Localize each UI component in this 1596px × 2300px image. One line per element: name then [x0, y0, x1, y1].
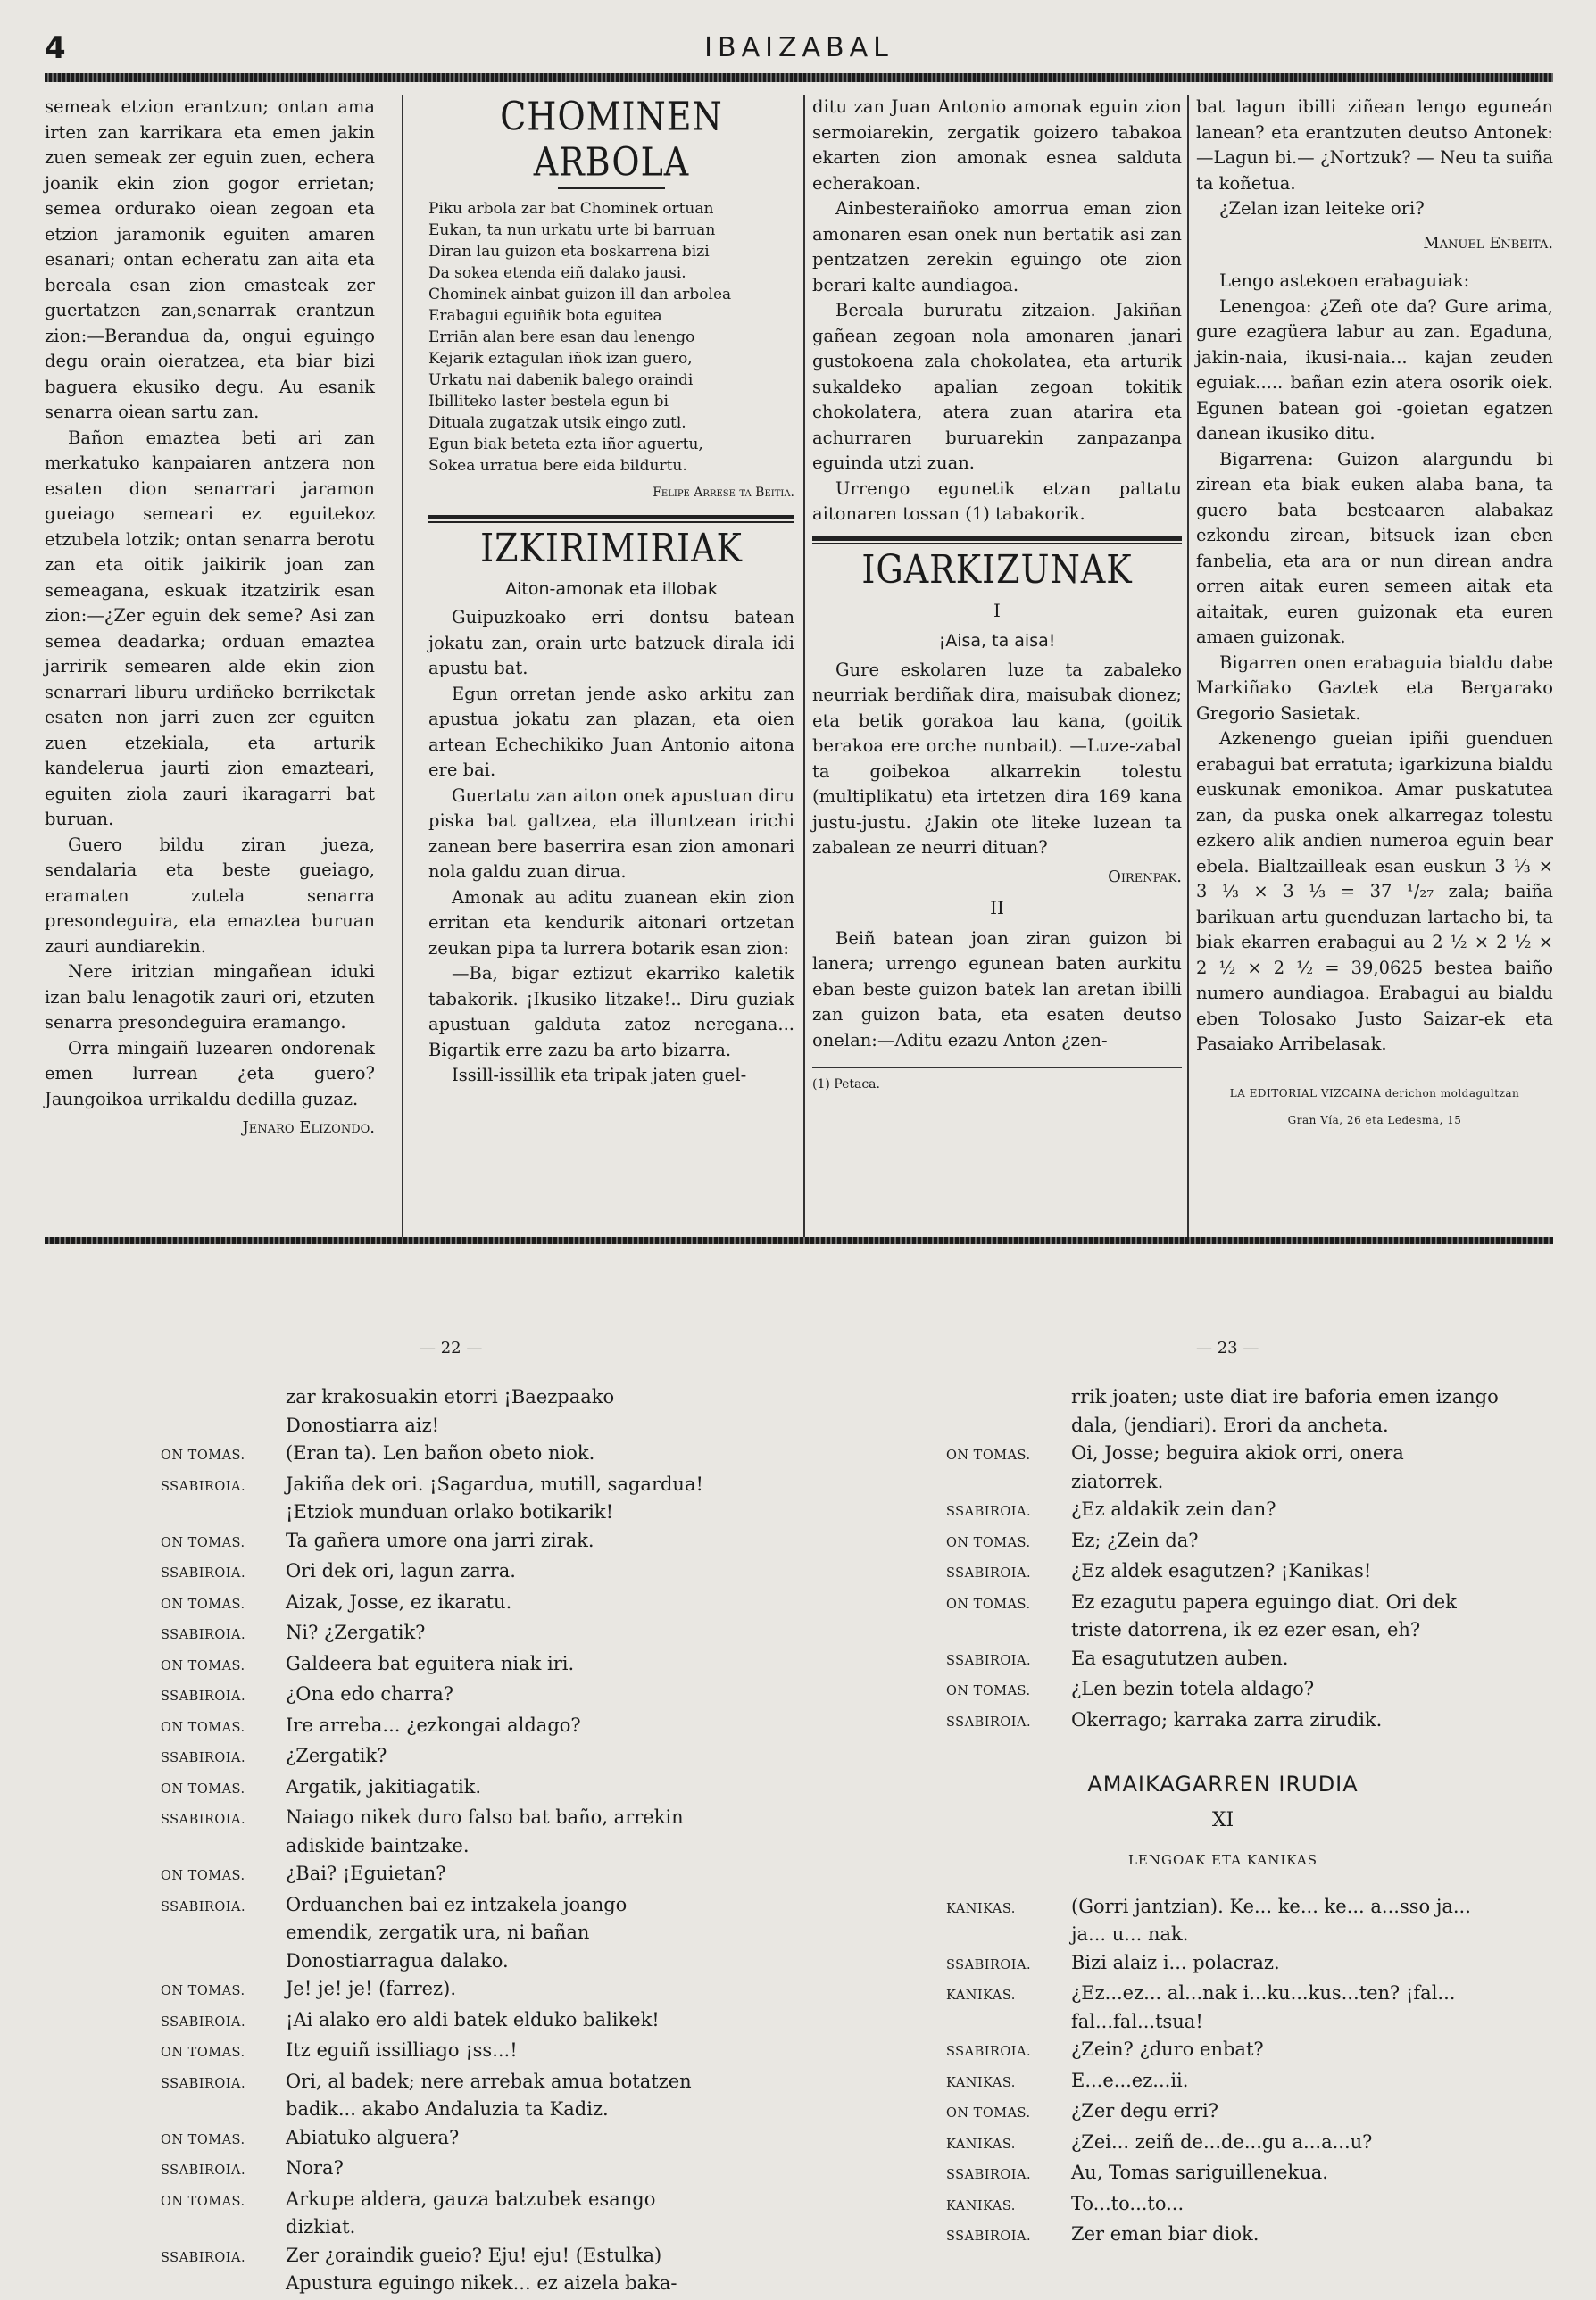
dialogue-text: ¿Ez aldakik zein dan? [1071, 1499, 1276, 1520]
dialogue-line [161, 1527, 714, 1558]
column-1 [45, 95, 375, 1142]
article-title: CHOMINEN ARBOLA [500, 94, 723, 185]
dialogue-text: Ire arreba... ¿ezkongai aldago? [286, 1714, 581, 1736]
paragraph: bat lagun ibilli ziñean lengo eguneán lanean? eta erantzuten deutso Antonek:—Lagun bi.— ¿Nortzuk? — Neu ta suiña ta koñetua. [1196, 96, 1553, 194]
dialogue-line [161, 1557, 714, 1589]
poem [428, 198, 794, 477]
speaker: KANIKAS. [946, 2075, 1016, 2090]
dialogue-text: Argatik, jakitiagatik. [286, 1775, 482, 1798]
dialogue-line [161, 1589, 714, 1620]
speaker: SSABIROIA. [946, 1957, 1032, 1972]
speaker: SSABIROIA. [161, 1566, 246, 1581]
speaker: SSABIROIA. [946, 1715, 1032, 1730]
dialogue-line [161, 2124, 714, 2155]
speaker: SSABIROIA. [161, 1899, 246, 1914]
dialogue-line [946, 1589, 1500, 1645]
dialogue-line [161, 1681, 714, 1712]
poem-line: Erabagui eguiñik bota eguitea [428, 307, 662, 325]
section-title: IGARKIZUNAK [861, 546, 1133, 592]
speaker: SSABIROIA. [161, 2076, 246, 2091]
dialogue-line [946, 1557, 1500, 1589]
speaker: KANIKAS. [946, 2137, 1016, 2152]
dialogue-text: Abiatuko alguera? [286, 2126, 460, 2148]
speaker: ON TOMAS. [161, 1869, 245, 1883]
dialogue-text: ¿Len bezin totela aldago? [1071, 1678, 1315, 1699]
dialogue-line [161, 1383, 714, 1440]
scene-title: AMAIKAGARREN IRUDIA [1087, 1772, 1359, 1797]
dialogue-text: To...to...to... [1071, 2192, 1185, 2214]
dialogue-line [946, 1496, 1500, 1527]
dialogue-text: ¿Ona edo charra? [286, 1683, 454, 1705]
speaker: SSABIROIA. [946, 1653, 1032, 1668]
poem-line: Urkatu nai dabenik balego oraindi [428, 371, 694, 389]
section-rule [812, 536, 1182, 541]
footnote: (1) Petaca. [812, 1067, 1182, 1098]
dialogue-text: Je! je! je! (farrez). [286, 1978, 456, 1999]
riddle-signature: Oirenpak. [1108, 867, 1182, 886]
author-signature: Manuel Enbeita. [1423, 233, 1553, 253]
riddle-title: ¡Aisa, ta aisa! [938, 631, 1056, 651]
scene-characters: LENGOAK ETA KANIKAS [1127, 1852, 1318, 1868]
header-rule [45, 73, 1553, 82]
poem-line: Da sokea etenda eiñ dalako jausi. [428, 264, 686, 282]
dialogue-line [946, 1645, 1500, 1676]
paragraph: Azkenengo gueian ipiñi guenduen erabagui bat erratuta; igarkizuna bialdu euskunak emonikoa. Amar puskatutea zan, da puska onek alkarregaz tolestu ezkero alik andien numeroa eguin bear ebela. Bialtzailleak esan euskun 3 ⅓ × 3 ⅓ × 3 ⅓ = 37 ¹/₂₇ zala; baiña barikuan artu guenduzan lartacho bi, ta biak ekarren erabagui au 2 ½ × 2 ½ × 2 ½ × 2 ½ = 39,0625 bestea baiño numero aundiagoa. Erabagui au bialdu eben Tolosako Justo Saizar-ek eta Pasaiako Arribelasak. [1196, 728, 1553, 1054]
dialogue-text: ¿Zer degu erri? [1071, 2100, 1218, 2121]
section-rule [812, 543, 1182, 544]
column-divider [803, 95, 805, 1237]
dialogue-line [946, 1383, 1500, 1440]
dialogue-text: Nora? [286, 2157, 344, 2179]
poem-line: Erriān alan bere esan dau lenengo [428, 328, 695, 346]
dialogue-line [946, 2159, 1500, 2190]
speaker: ON TOMAS. [946, 1597, 1031, 1612]
dialogue-text: Ta gañera umore ona jarri zirak. [286, 1529, 594, 1551]
speaker: ON TOMAS. [946, 1684, 1031, 1698]
paragraph: Nere iritzian mingañean iduki izan balu lenagotik zauri ori, etzuten senarra presondeguira eramango. [45, 961, 375, 1033]
dialogue-line [161, 1804, 714, 1860]
dialogue-text: ¡Ai alako ero aldi batek elduko balikek! [286, 2008, 660, 2030]
dialogue-line [946, 1706, 1500, 1738]
speaker: SSABIROIA. [946, 2045, 1032, 2059]
poem-line: Egun biak beteta ezta iñor aguertu, [428, 436, 703, 453]
speaker: SSABIROIA. [946, 1505, 1032, 1519]
speaker: SSABIROIA. [946, 1566, 1032, 1581]
speaker: SSABIROIA. [161, 1690, 246, 1704]
speaker: ON TOMAS. [946, 1449, 1031, 1463]
speaker: ON TOMAS. [161, 1781, 245, 1797]
dialogue-text: Galdeera bat eguitera niak iri. [286, 1652, 575, 1674]
section-title: IZKIRIMIRIAK [480, 525, 743, 570]
dialogue-text: ¿Ez aldek esagutzen? ¡Kanikas! [1071, 1560, 1372, 1582]
dialogue-line [946, 1980, 1500, 2036]
page-number: 4 [45, 30, 66, 66]
poem-line: Sokea urratua bere eida bildurtu. [428, 457, 687, 475]
column-divider [402, 95, 403, 1237]
column-2 [428, 95, 794, 1089]
dialogue-text: Naiago nikek duro falso bat baño, arrekin adiskide baintzake. [286, 1806, 684, 1856]
speaker [946, 1383, 1071, 1440]
paragraph: Ainbesteraiñoko amorrua eman zion amonaren esan onek nun bertatik asi zan pentzatzen zerekin eguingo ote zion berari kalte aundiagoa. [812, 198, 1182, 295]
speaker: ON TOMAS. [161, 2194, 245, 2209]
printer-address: Gran Vía, 26 eta Ledesma, 15 [1287, 1114, 1462, 1126]
dialogue-text: ¿Zergatik? [286, 1745, 387, 1766]
scene-number: XI [1211, 1808, 1234, 1831]
dialogue-line [161, 1773, 714, 1805]
dialogue-text: ¿Zein? ¿duro enbat? [1071, 2038, 1264, 2060]
dialogue-text: (Gorri jantzian). Ke... ke... ke... a...sso ja... ja... u... nak. [1071, 1895, 1471, 1945]
dialogue-line [161, 2068, 714, 2124]
speaker: SSABIROIA. [161, 2250, 246, 2265]
paragraph: Bañon emaztea beti ari zan merkatuko kanpaiaren antzera non esaten dion senarrari jaramon gueiago semeari ez eguitekoz etzubela lotzik; ontan senarra berotu zan eta oitik jaikirik joan zan semeagana, eskuak itzatzirik esan zion:—¿Zer eguin dek seme? Asi zan semea deadarka; orduan emaztea jarririk semearen alde ekin zion senarrari liburu urdiñeko berriketak esaten non jarri zuen zer eguiten zuen etzekiala, eta arturik kandelerua jaurti zion emazteari, eguiten ziola zauri ikaragarri bat buruan. [45, 427, 375, 829]
dialogue-text: Bizi alaiz i... polacraz. [1071, 1951, 1280, 1973]
speaker: ON TOMAS. [946, 2106, 1031, 2121]
speaker: ON TOMAS. [161, 1658, 245, 1673]
paragraph: Urrengo egunetik etzan paltatu aitonaren tossan (1) tabakorik. [812, 477, 1182, 524]
title-underline [558, 187, 665, 189]
speaker: ON TOMAS. [161, 2046, 245, 2060]
dialogue-text: (Eran ta). Len bañon obeto niok. [286, 1442, 595, 1464]
column-divider [1187, 95, 1189, 1237]
speaker: KANIKAS. [946, 1901, 1016, 1916]
paragraph: Egun orretan jende asko arkitu zan apustua jokatu zan plazan, eta oien artean Echechikiko Juan Antonio aitona ere bai. [428, 683, 794, 780]
dialogue-text: Ea esagututzen auben. [1071, 1647, 1289, 1669]
speaker: ON TOMAS. [946, 1535, 1031, 1550]
dialogue-line [161, 1650, 714, 1681]
speaker [161, 1383, 286, 1440]
paragraph: Bereala bururatu zitzaion. Jakiñan gañean zegoan nola amonaren janari gustokoena zala chokolatea, eta arturik sukaldeko apalian zegoan tokitik chokolatera, atera zuan atarira eta achurraren buruarekin zanpazanpa eguinda utzi zuan. [812, 300, 1182, 473]
dialogue-line [161, 1619, 714, 1650]
dialogue-line [161, 1471, 714, 1527]
paragraph: —Ba, bigar eztizut ekarriko kaletik tabakorik. ¡Ikusiko litzake!.. Diru guziak apustuan galduta zatoz neregana... Bigartik erre zazu ba arto bizarra. [428, 963, 794, 1060]
dialogue-line [946, 2097, 1500, 2129]
paragraph: ¿Zelan izan leiteke ori? [1219, 198, 1425, 219]
dialogue-text: Ori dek ori, lagun zarra. [286, 1560, 516, 1582]
dialogue-text: ¿Bai? ¡Eguietan? [286, 1863, 446, 1884]
poem-line: Kejarik eztagulan iñok izan guero, [428, 350, 693, 368]
dialogue-text: Au, Tomas sariguillenekua. [1071, 2162, 1328, 2183]
dialogue-line [946, 1527, 1500, 1558]
dialogue-line [161, 2006, 714, 2038]
dialogue-text: Orduanchen bai ez intzakela joango emendik, zergatik ura, ni bañan Donostiarragua dalako. [286, 1893, 628, 1972]
dialogue-line [946, 2221, 1500, 2252]
play-page-number-right: — 23 — [1196, 1339, 1259, 1358]
newspaper-page [45, 23, 1553, 1219]
dialogue-text: Itz eguiñ issilliago ¡ss...! [286, 2039, 518, 2061]
printer-imprint: LA EDITORIAL VIZCAINA derichon moldagultzan [1229, 1086, 1520, 1100]
dialogue-line [161, 2155, 714, 2186]
dialogue-line [161, 1860, 714, 1891]
speaker: ON TOMAS. [161, 1984, 245, 1998]
play-page-left [161, 1383, 714, 2298]
dialogue-line [946, 1949, 1500, 1980]
dialogue-text: Ori, al badek; nere arrebak amua botatzen badik... akabo Andaluzia ta Kadiz. [286, 2070, 692, 2120]
speaker: SSABIROIA. [161, 1813, 246, 1827]
speaker: ON TOMAS. [161, 1535, 245, 1550]
speaker: KANIKAS. [946, 1989, 1016, 2003]
dialogue-line [161, 2242, 714, 2298]
poem-line: Diran lau guizon eta boskarrena bizi [428, 243, 710, 261]
paragraph: Guipuzkoako erri dontsu batean jokatu zan, orain urte batzuek dirala idi apustu bat. [428, 607, 794, 678]
play-page-right [946, 1383, 1500, 2252]
riddle-text: Beiñ batean joan ziran guizon bi lanera; urrengo egunean baten aurkitu eban beste guizon batek lan aretan ibilli zan guizon bata, eta esaten deutso onelan:—Aditu ezazu Anton ¿zen- [812, 927, 1182, 1050]
dialogue-line [161, 2186, 714, 2242]
paragraph: Lenengoa: ¿Zeñ ote da? Gure arima, gure ezagüera labur au zan. Egaduna, jakin-naia, ikusi-naia... kajan zeuden eguiak..... bañan ezin atera osorik oiek. Egunen batean goi -goietan egatzen danean ikusiko ditu. [1196, 295, 1553, 444]
dialogue-line [946, 2036, 1500, 2067]
poem-line: Chominek ainbat guizon ill dan arbolea [428, 286, 732, 303]
riddle-text: Gure eskolaren luze ta zabaleko neurriak berdiñak dira, maisubak dionez; eta betik gorakoa lau kana, (goitik berakoa ere orche nunbait). —Luze-zabal ta goibekoa alkarrekin tolestu (multiplikatu) eta irtetzen dira 169 kana justu-justu. ¿Jakin ote liteke luzean ta zabalean ze neurri dituan? [812, 659, 1182, 858]
poem-line: Dituala zugatzak utsik eingo zutl. [428, 414, 686, 432]
speaker: SSABIROIA. [946, 2168, 1032, 2182]
paragraph: Guertatu zan aiton onek apustuan diru piska bat galtzea, eta illuntzean irichi zanean bere baserrira esan zion amonari nola galdu zuan dirua. [428, 785, 794, 882]
speaker: ON TOMAS. [161, 2132, 245, 2147]
paragraph: semeak etzion erantzun; ontan ama irten zan karrikara eta emen jakin zuen semeak zer eguin zuen, echera joanik ekin zion gogor errietan; semea ordurako oiean zegoan eta etzion jaramonik eguiten amaren esanari; ontan echeratu zan aita eta bereala esan zion emasteak zer guertatzen zan,senarrak erantzun zion:—Berandua da, ongui eguingo degu orain oieratzea, eta biar bizi baguera ekusiko degu. Au esanik senarra oiean sartu zan. [45, 96, 375, 422]
speaker: SSABIROIA. [161, 1479, 246, 1494]
dialogue-line [161, 1742, 714, 1773]
dialogue-line [946, 2129, 1500, 2160]
section-rule [428, 515, 794, 519]
paragraph: Orra mingaiñ luzearen ondorenak emen lurrean ¿eta guero? Jaungoikoa urrikaldu dedilla guzaz. [45, 1037, 375, 1109]
dialogue-text: Ni? ¿Zergatik? [286, 1622, 426, 1643]
speaker: SSABIROIA. [161, 2163, 246, 2178]
paragraph: Amonak au aditu zuanean ekin zion erritan eta kendurik aitonari ortzetan zeukan pipa ta lurrera botarik esan zion: [428, 886, 794, 959]
page-bottom-rule [45, 1237, 1553, 1244]
dialogue-line [161, 1891, 714, 1976]
column-3 [812, 95, 1182, 1098]
dialogue-line [946, 1893, 1500, 1949]
paragraph: Lengo astekoen erabaguiak: [1219, 270, 1470, 291]
dialogue-text: Arkupe aldera, gauza batzubek esango dizkiat. [286, 2188, 656, 2238]
dialogue-text: Zer eman biar diok. [1071, 2223, 1259, 2245]
dialogue-text: rrik joaten; uste diat ire baforia emen izango dala, (jendiari). Erori da ancheta. [1071, 1386, 1499, 1436]
paragraph: Guero bildu ziran jueza, sendalaria eta beste gueiago, eramaten zutela senarra presondeguira, eta emaztea buruan zauri aundiarekin. [45, 834, 375, 957]
poem-line: Eukan, ta nun urkatu urte bi barruan [428, 221, 716, 239]
dialogue-text: Aizak, Josse, ez ikaratu. [286, 1590, 512, 1613]
paragraph: ditu zan Juan Antonio amonak eguin zion sermoiarekin, zergatik goizero tabakoa ekarten zion amonak esnea salduta echerakoan. [812, 96, 1182, 194]
dialogue-text: Oi, Josse; beguira akiok orri, onera ziatorrek. [1071, 1442, 1404, 1492]
author-signature: Jenaro Elizondo. [242, 1118, 375, 1137]
dialogue-text: Ez; ¿Zein da? [1071, 1529, 1199, 1551]
dialogue-line [161, 1440, 714, 1471]
paragraph: Issill-issillik eta tripak jaten guel- [452, 1065, 747, 1085]
dialogue-text: E...e...ez...ii. [1071, 2069, 1189, 2091]
dialogue-text: Okerrago; karraka zarra zirudik. [1071, 1708, 1383, 1731]
riddle-number: II [990, 897, 1004, 918]
dialogue-line [946, 1675, 1500, 1706]
poem-line: Ibilliteko laster bestela egun bi [428, 393, 669, 411]
speaker: KANIKAS. [946, 2198, 1016, 2213]
dialogue-text: Jakiña dek ori. ¡Sagardua, mutill, sagardua! ¡Etziok munduan orlako botikarik! [286, 1473, 703, 1523]
column-4 [1196, 95, 1553, 1133]
dialogue-line [946, 1440, 1500, 1496]
speaker: ON TOMAS. [161, 1449, 245, 1463]
speaker: ON TOMAS. [161, 1597, 245, 1612]
speaker: ON TOMAS. [161, 1720, 245, 1735]
section-subtitle: Aiton-amonak eta illobak [505, 578, 718, 599]
section-rule [428, 521, 794, 523]
poem-signature: Felipe Arrese ta Beitia. [653, 486, 794, 500]
riddle-number: I [993, 599, 1001, 621]
paragraph: Bigarrena: Guizon alargundu bi zirean eta biak euken alaba bana, ta guero bata besteaaren alabakaz ezkondu zirean, bitsuek izan eben fanbelia, eta ara or nun direan andra orren aitak euren semeen aitak eta aitaitak, euren guizonak eta euren amaen guizonak. [1196, 448, 1553, 647]
speaker: SSABIROIA. [161, 1628, 246, 1642]
speaker: SSABIROIA. [161, 1751, 246, 1765]
dialogue-line [946, 2067, 1500, 2098]
dialogue-line [161, 1975, 714, 2006]
dialogue-text: zar krakosuakin etorri ¡Baezpaako Donostiarra aiz! [286, 1386, 615, 1436]
dialogue-line [161, 2037, 714, 2068]
speaker: SSABIROIA. [946, 2229, 1032, 2244]
speaker: SSABIROIA. [161, 2014, 246, 2030]
dialogue-text: ¿Ez...ez... al...nak i...ku...kus...ten? ¡fal... fal...fal...tsua! [1071, 1982, 1456, 2032]
dialogue-text: ¿Zei... zeiñ de...de...gu a...a...u? [1071, 2130, 1373, 2153]
dialogue-line [946, 2190, 1500, 2221]
dialogue-line [161, 1712, 714, 1743]
poem-line: Piku arbola zar bat Chominek ortuan [428, 200, 714, 218]
masthead: IBAIZABAL [704, 32, 894, 63]
dialogue-text: Ez ezagutu papera eguingo diat. Ori dek triste datorrena, ik ez ezer esan, eh? [1071, 1590, 1457, 1640]
play-page-number-left: — 22 — [420, 1339, 483, 1358]
paragraph: Bigarren onen erabaguia bialdu dabe Markiñako Gaztek eta Bergarako Gregorio Sasietak. [1196, 652, 1553, 724]
dialogue-text: Zer ¿oraindik gueio? Eju! eju! (Estulka) Apustura eguingo nikek... ez aizela baka- [286, 2244, 677, 2294]
